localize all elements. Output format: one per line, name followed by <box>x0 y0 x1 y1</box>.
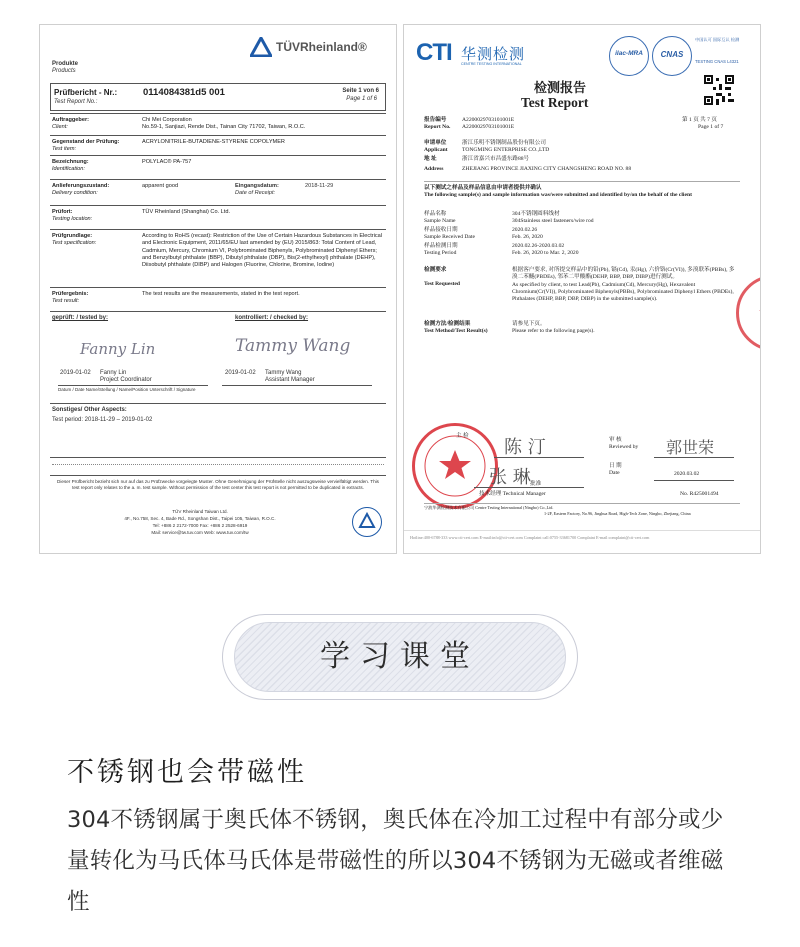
sig-line-1 <box>58 385 208 386</box>
other-aspects-row <box>50 403 386 454</box>
cert-cn: 中国认可 国际互认 检测 <box>695 37 740 42</box>
cti-logo-text: CTI <box>416 39 452 66</box>
chief-label: 主 检 <box>456 433 469 439</box>
report-no-value-1: A2200029703101001E <box>462 117 515 123</box>
test-period: Test period: 2018-11-29 – 2019-01-02 <box>52 417 153 423</box>
report-title-cn: 检测报告 <box>534 81 587 96</box>
footer-contact: Tel: +886 2 2172-7000 Fax: +886 2 2528-6919 <box>152 523 248 528</box>
intro-en: The following sample(s) and sample information was/were submitted and identified by/on the behalf of the client <box>424 192 692 198</box>
cnas-badge-icon <box>652 36 692 76</box>
report-title-en: Test Report <box>521 95 589 110</box>
requested-label: 检测要求 Test Requested <box>424 267 460 287</box>
client-row <box>50 113 386 134</box>
approve-label: 批准 <box>530 481 542 487</box>
tuv-logo-text: TÜVRheinland® <box>276 40 367 54</box>
cti-logo-cn: 华测检测 <box>461 45 526 63</box>
period-value: 2020.02.26-2020.03.02 Feb. 26, 2020 to Mar. 2, 2020 <box>512 243 579 257</box>
cti-footer-company: 宁波华测检测技术有限公司 Centre Testing International (Ningbo) Co.,Ltd. <box>424 505 554 510</box>
role2: Assistant Manager <box>265 377 315 383</box>
spec-sub: Test specification: <box>52 239 97 246</box>
qr-code-icon <box>704 75 734 105</box>
spec-label: Prüfgrundlage: <box>52 233 93 239</box>
applicant-cn-label: 申请单位 <box>424 140 447 146</box>
ilac-text: ilac-MRA <box>615 50 643 57</box>
footer-note: Dieser Prüfbericht bezieht sich nur auf das zu Prüfzwecke vorgelegte Muster. Ohne Genehmigung der Prüfstelle nicht auszugsweise vervielfältigt werden. This test report only relates to the a. m. test sample. Without permission of the test center this test report is not permitted to be duplicated in extracts. <box>57 479 379 490</box>
location-value: TÜV Rheinland (Shanghai) Co. Ltd. <box>142 209 230 215</box>
page-cn: 第 1 页 共 7 页 <box>682 117 717 123</box>
delivery-label: Anlieferungszustand: <box>52 183 110 189</box>
footer-company: TÜV Rheinland Taiwan Ltd. <box>172 509 228 514</box>
legend-row <box>50 457 386 474</box>
products-label: Produkte <box>52 61 79 67</box>
address-en-label: Address <box>424 166 444 172</box>
item-value: ACRYLONITRILE-BUTADIENE-STYRENE COPOLYMER <box>142 139 285 145</box>
other-label: Sonstiges/ Other Aspects: <box>52 407 127 413</box>
item-label: Gegenstand der Prüfung: <box>52 139 120 145</box>
sample-label: 样品名称 Sample Name <box>424 211 456 224</box>
products-sub: Products <box>52 68 76 74</box>
address-cn-label: 地 址 <box>424 156 437 162</box>
ident-label: Bezeichnung: <box>52 159 89 165</box>
chief-signature: 陈 汀 <box>504 437 546 458</box>
report-number-box <box>50 83 386 111</box>
report-no-label: Prüfbericht - Nr.: <box>54 88 118 97</box>
page-en: Page 1 of 7 <box>698 124 724 130</box>
report-no-sub: Test Report No.: <box>54 99 98 105</box>
delivery-sub: Delivery condition: <box>52 189 98 196</box>
divider-3 <box>404 530 760 531</box>
page-sub: Page 1 of 6 <box>346 96 377 102</box>
applicant-value: TONGMING ENTERPRISE CO.,LTD <box>462 147 550 153</box>
divider-1 <box>424 181 740 182</box>
name1: Fanny Lin <box>100 370 127 376</box>
approver-line <box>474 487 584 488</box>
fanny-signature: Fanny Lin <box>80 340 156 358</box>
address-cn: 浙江省嘉兴市昌盛东路88号 <box>462 156 530 162</box>
method-label: 检测方法/检测结果 Test Method/Test Result(s) <box>424 321 488 334</box>
receipt-label-block <box>235 183 279 197</box>
tuv-logo <box>250 37 272 61</box>
report-no-en: Report No. <box>424 124 451 130</box>
date1: 2019-01-02 <box>60 370 91 376</box>
page-label: Seite 1 von 6 <box>342 88 379 94</box>
review-line <box>654 457 734 458</box>
article-body: 304不锈钢属于奥氏体不锈钢，奥氏体在冷加工过程中有部分或少量转化为马氏体马氏体是带磁性的所以304不锈钢为无磁或者维磁性 <box>67 807 724 915</box>
sig-line-2 <box>222 385 372 386</box>
ident-sub: Identification: <box>52 165 85 172</box>
period-label: 样品检测日期 Testing Period <box>424 243 458 256</box>
delivery-row <box>50 179 386 202</box>
name2: Tammy Wang <box>265 370 302 376</box>
divider-2 <box>424 503 740 504</box>
cti-footer-hotline: Hotline:400-6788-333 www.cti-cert.com E-mail:info@cti-cert.com Complaint call:0755-33681700 Complaint E-mail:complaint@cti-cert.com <box>410 535 650 540</box>
result-row <box>50 287 386 306</box>
tuv-seal-icon <box>352 507 382 537</box>
sample-value: 304不锈钢圆料线材 304Stainless steel fasteners/wire rod <box>512 211 594 225</box>
ident-value: POLYLAC® PA-757 <box>142 159 192 165</box>
side-red-stamp-icon <box>736 275 761 351</box>
banner-title: 学习课堂 <box>320 639 480 674</box>
test-item-row <box>50 135 386 154</box>
approve-role: 技术经理 Technical Manager <box>479 491 546 497</box>
date2: 2019-01-02 <box>225 370 256 376</box>
signature-block <box>50 311 386 402</box>
footer-address: 4F., No.758, Sec. 4, Bade Rd., Songshan Dist., Taipei 105, Taiwan, R.O.C. <box>124 516 276 521</box>
tested-by-label: geprüft: / tested by: <box>52 315 109 321</box>
location-sub: Testing location: <box>52 215 93 222</box>
applicant-en-label: Applicant <box>424 147 448 153</box>
ilac-badge-icon <box>609 36 649 76</box>
received-label: 样品接收日期 Sample Received Date <box>424 227 475 240</box>
requested-value: 根据客户要求, 对所提交样品中的铅(Pb), 镉(Cd), 汞(Hg), 六价铬(Cr(VI)), 多溴联苯(PBBs), 多溴二苯醚(PBDEs), 邻苯二甲酸酯(DEHP, BBP, DBP, DIBP)进行测试。 As specified by client, to test Lead(Pb), Cadmium(Cd), Mercury(Hg), Hexavalent Chromium(Cr(VI)), Polybrominated Biphenyls(PBBs), Polybrominated Diphenyl Ethers (PBDEs), Phthalates (DEHP, BBP, DBP, DIBP) in the submitted sample(s). <box>512 267 735 303</box>
tuv-triangle-icon <box>250 37 272 57</box>
date-label: 日 期 Date <box>609 463 622 476</box>
client-value: Chi Mei Corporation No.59-1, Sanjiazi, Rende Dist., Tainan City 71702, Taiwan, R.O.C. <box>142 117 306 131</box>
receipt-sub: Date of Receipt: <box>235 189 276 196</box>
tuv-report-card <box>39 24 397 554</box>
cti-logo-en: CENTRE TESTING INTERNATIONAL <box>461 62 522 66</box>
article-title: 不锈钢也会带磁性 <box>67 757 307 788</box>
approver-signature: 张 琳 <box>489 467 531 488</box>
identification-row <box>50 155 386 174</box>
receipt-value: 2018-11-29 <box>305 183 334 189</box>
result-value: The test results are the measurements, stated in the test report. <box>142 291 300 297</box>
cti-footer-address: 1-2F, Eastern Factory, No.96, Jinghua Road, High-Tech Zone, Ningbo, Zhejiang, China <box>544 511 691 516</box>
date-value: 2020.03.02 <box>674 471 700 477</box>
tammy-signature: Tammy Wang <box>235 336 351 356</box>
client-sub: Client: <box>52 123 68 130</box>
footer-note-row <box>50 475 386 504</box>
review-signature: 郭世荣 <box>666 438 715 457</box>
checked-by-label: kontrolliert: / checked by: <box>235 315 309 321</box>
result-label: Prüfergebnis: <box>52 291 89 297</box>
intro-cn: 以下测试之样品及样品信息由申请者提供并确认 <box>424 185 542 191</box>
report-no-value-2: A2200029703101001E <box>462 124 515 130</box>
review-label: 审 核 Reviewed by <box>609 437 639 450</box>
cti-report-card <box>403 24 761 554</box>
received-value: 2020.02.26 Feb. 26, 2020 <box>512 227 543 241</box>
client-label: Auftraggeber: <box>52 117 89 123</box>
applicant-cn: 浙江乐明不锈钢制品股份有限公司 <box>462 140 546 146</box>
item-sub: Test item: <box>52 145 77 152</box>
chief-line <box>494 457 584 458</box>
legend-dotted <box>52 464 384 465</box>
location-row <box>50 205 386 224</box>
method-value: 请参见下页。 Please refer to the following page(s). <box>512 321 595 335</box>
report-no-value: 0114084381d5 001 <box>143 87 225 98</box>
location-label: Prüfort: <box>52 209 73 215</box>
spec-row <box>50 229 386 286</box>
cnas-text: CNAS <box>660 50 684 59</box>
report-no-cn: 报告编号 <box>424 117 447 123</box>
footer-mail: Mail: service@tw.tuv.com Web: www.tuv.com/tw <box>151 530 249 535</box>
receipt-label: Eingangsdatum: <box>235 183 279 189</box>
spec-value: According to RoHS (recast): Restriction of the Use of Certain Hazardous Substances in Electrical and Electronic Equipment, 2011/65/EU last amended by (EU) 2015/863: Total Content of Lead, Cadmium, Mercury, Chromium VI, Polybrominated Biphenyls, Polybrominated Diphenyl Ethers; and Benzylbutyl phthalate (BBP), Dibutyl phthalate (DBP), Bis(2-ethylhexyl) phthalate (DEHP), Diisobutyl phthalate (DIBP) and Halogen (Fluorine, Chlorine, Bromine, Iodine) <box>142 233 383 269</box>
delivery-value: apparent good <box>142 183 179 189</box>
address-value: ZHEJIANG PROVINCE JIAXING CITY CHANGSHENG ROAD NO. 88 <box>462 166 632 172</box>
result-sub: Test result: <box>52 297 80 304</box>
report-serial: No. R425001494 <box>680 491 719 497</box>
sig-columns: Datum / Date Name/Stellung / Name/Position Unterschrift / Signature <box>58 387 196 392</box>
date-line <box>654 480 734 481</box>
role1: Project Coordinator <box>100 377 152 383</box>
cert-en: TESTING CNAS L4321 <box>695 59 739 64</box>
